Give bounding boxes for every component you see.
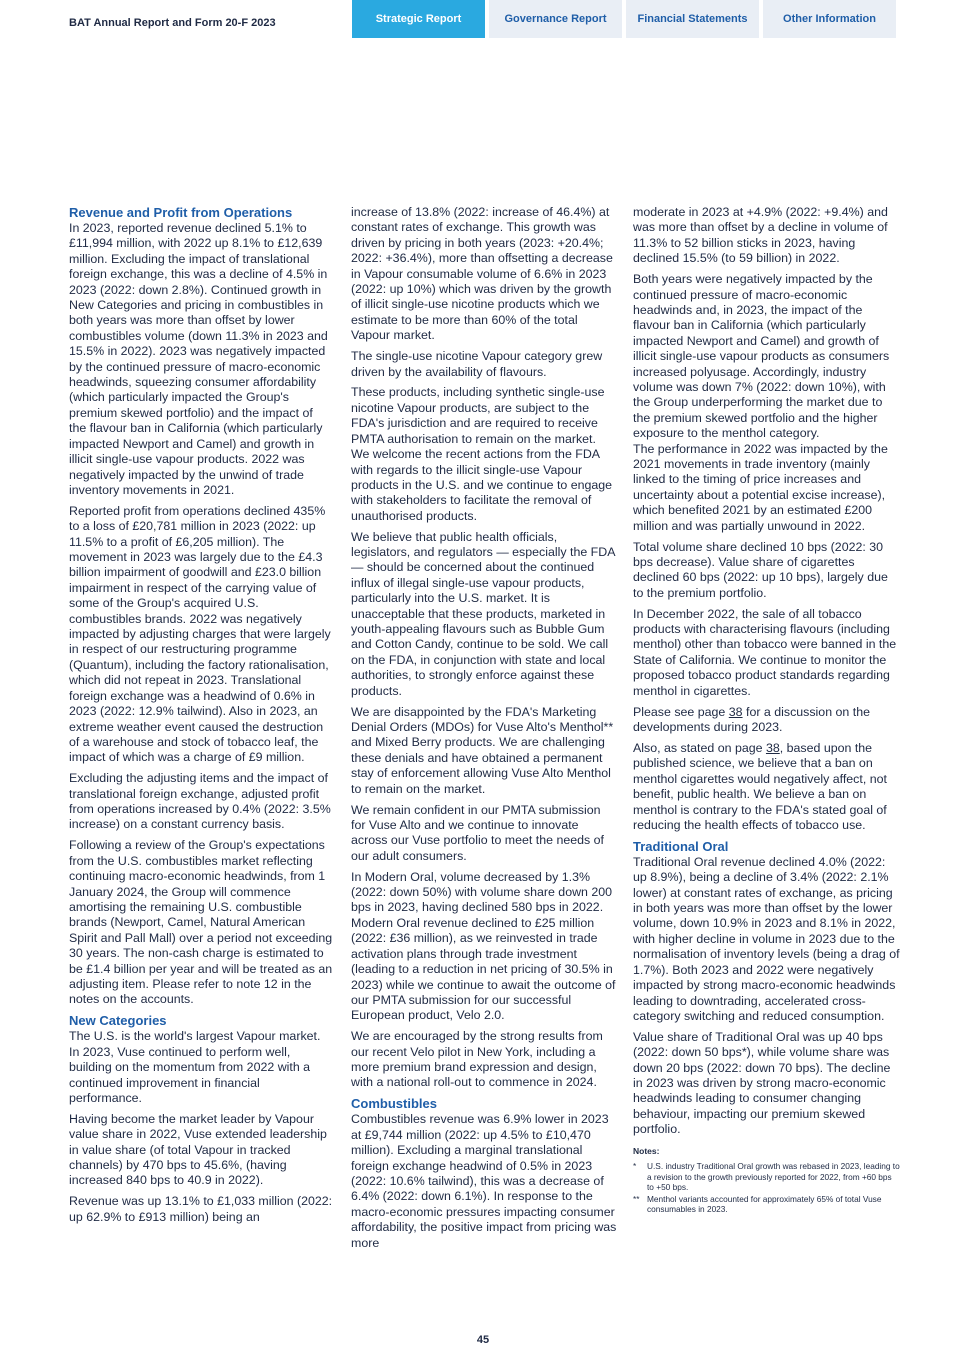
paragraph: Following a review of the Group's expectations from the U.S. combustibles market reflecting continuing macro-economic headwinds, from 1 January 2024, the Group will commence amortising the remaining U.S. combustible brands (Newport, Camel, Natural American Spirit and Pall Mall) over a period not exceeding 30 years. The non-cash charge is estimated to be £1.4 billion per year and will be treated as an adjusting item. Please refer to note 12 in the notes on the accounts. [69, 838, 333, 1007]
paragraph: The single-use nicotine Vapour category grew driven by the availability of flavours. [351, 349, 603, 379]
paragraph: Both years were negatively impacted by the continued pressure of macro-economic headwinds and, in 2023, the impact of the flavour ban in California (which particularly impacted Newport and Camel) and growth of illicit single-use vapour products as consumers increased polyusage. Accordingly, industry volume was down 7% (2022: down 10%), with the Group underperforming the market due to the premium skewed portfolio and the higher exposure to the menthol category. [633, 272, 890, 441]
column-middle [351, 205, 617, 1257]
paragraph: We remain confident in our PMTA submission for Vuse Alto and we continue to innovate across our Vuse portfolio to meet the needs of our adult consumers. [351, 802, 605, 863]
tab-governance-report[interactable]: Governance Report [489, 0, 622, 38]
footnote-text: Menthol variants accounted for approximately 65% of total Vuse consumables in 2023. [647, 1193, 882, 1215]
paragraph: Value share of Traditional Oral was up 40 bps (2022: down 50 bps*), while volume share was down 20 bps (2022: down 70 bps). The decline in 2023 was driven by strong macro-economic headwinds leading to consumer changing behaviour, impacting our premium skewed portfolio. [633, 1029, 891, 1137]
heading-revenue-profit: Revenue and Profit from Operations [69, 205, 293, 220]
text: Please see page [633, 704, 729, 719]
paragraph: Having become the market leader by Vapour value share in 2022, Vuse extended leadership in value share (of total Vapour in tracked channels) by 470 bps to 45.6%, (having increased 840 bps to 40.9 in 2022). [69, 1111, 327, 1188]
footnote-mark: * [633, 1161, 637, 1172]
footnote-text: U.S. industry Traditional Oral growth was rebased in 2023, leading to a revision to the growth previously reported for 2022, from +60 bps to +50 bps. [647, 1161, 900, 1193]
footnote [633, 1161, 900, 1193]
footnote [633, 1194, 900, 1215]
heading-combustibles: Combustibles [351, 1096, 437, 1112]
paragraph: Reported profit from operations declined 435% to a loss of £20,781 million in 2023 (2022: up 11.5% to a profit of £6,205 million). The movement in 2023 was largely due to the £4.3 billion impairment of goodwill and £23.0 billion impairment in respect of the carrying value of some of the Group's acquired U.S. combustibles brands. 2022 was negatively impacted by adjusting charges that were largely in respect of our restructuring programme (Quantum), including the factory rationalisation, which did not repeat in 2023. Translational foreign exchange was a headwind of 0.6% in 2023 (2022: 12.9% tailwind). Also in 2023, an extreme weather event caused the destruction of a warehouse and stock of tobacco leaf, the impact of which was a charge of £9 million. [69, 503, 331, 765]
column-right [633, 205, 900, 1216]
paragraph: moderate in 2023 at +4.9% (2022: +9.4%) and was more than offset by a decline in volume of 11.3% to 52 billion sticks in 2023, having declined 15.5% (to 59 billion) in 2022. [633, 205, 888, 266]
page-number: 45 [476, 1334, 490, 1346]
report-title: BAT Annual Report and Form 20-F 2023 [69, 17, 276, 29]
paragraph: Combustibles revenue was 6.9% lower in 2023 at £9,744 million (2022: up 4.5% to £10,470 million). Excluding a marginal translational foreign exchange headwind of 0.5% in 2023 (2022: 10.6% tailwind), this was a decrease of 6.4% (2022: down 6.1%). In response to the macro-economic pressures impacting consumer affordability, the positive impact from pricing was more [351, 1112, 617, 1250]
paragraph: We believe that public health officials, legislators, and regulators — especially the FDA — should be concerned about the continued influx of illegal single-use vapour products, particularly into the U.S. market. It is unacceptable that these products, marketed in youth-appealing flavours such as Bubble Gum and Cotton Candy, continue to be sold. We call on the FDA, in conjunction with state and local authorities, to strongly enforce against these products. [351, 529, 615, 698]
paragraph: Excluding the adjusting items and the impact of translational foreign exchange, adjusted profit from operations increased by 0.4% (2022: 3.5% increase) on a constant currency basis. [69, 771, 331, 832]
paragraph: We are encouraged by the strong results from our recent Velo pilot in New York, including a more premium brand expression and design, with a national roll-out to commence in 2024. [351, 1029, 603, 1090]
paragraph: increase of 13.8% (2022: increase of 46.4%) at constant rates of exchange. This growth was driven by pricing in both years (2023: +20.4%; 2022: +36.4%), more than offsetting a decrease in Vapour consumable volume of 6.6% in 2023 (2022: up 10%) which was driven by the growth of illicit single-use nicotine products which we estimate to be more than 60% of the total Vapour market. [351, 205, 613, 343]
tab-financial-statements[interactable]: Financial Statements [626, 0, 759, 38]
paragraph [633, 741, 900, 833]
text: Also, as stated on page [633, 740, 766, 755]
section-tabs [352, 0, 896, 38]
paragraph: These products, including synthetic single-use nicotine Vapour products, are subject to the FDA's jurisdiction and are required to receive PMTA authorisation to remain on the market. We welcome the recent actions from the FDA with regards to the illicit single-use Vapour products in the U.S. and we continue to engage with stakeholders to facilitate the removal of unauthorised products. [351, 385, 613, 523]
paragraph [633, 705, 900, 736]
paragraph: The performance in 2022 was impacted by the 2021 movements in trade inventory (mainly linked to the timing of price increases and uncertainty about a potential excise increase), which benefited 2021 by an estimated £200 million and was partially unwound in 2022. [633, 441, 888, 533]
paragraph: Traditional Oral revenue declined 4.0% (2022: up 8.9%), being a decline of 3.4% (2022: 2.1% lower) at constant rates of exchange, as pricing in both years was more than offset by the lower volume, down 10.9% in 2023 and 8.1% in 2022, with higher decline in volume in 2023 due to the normalisation of inventory levels (being a drag of 1.7%). Both 2023 and 2022 were negatively impacted by strong macro-economic headwinds leading to downtrading, accelerated cross-category switching and reduced consumption. [633, 854, 900, 1023]
page-link-38[interactable]: 38 [728, 704, 743, 719]
notes-heading: Notes: [633, 1145, 660, 1156]
paragraph: In December 2022, the sale of all tobacco products with characterising flavours (including menthol) other than tobacco were banned in the State of California. We continue to monitor the proposed tobacco product standards regarding menthol in cigarettes. [633, 606, 897, 698]
footnote-mark: ** [633, 1193, 640, 1204]
tab-strategic-report[interactable]: Strategic Report [352, 0, 485, 38]
page-link-38[interactable]: 38 [765, 740, 780, 755]
text: for a discussion on the developments during 2023. [633, 704, 870, 734]
heading-traditional-oral: Traditional Oral [633, 838, 729, 854]
heading-new-categories: New Categories [69, 1013, 167, 1029]
paragraph: Total volume share declined 10 bps (2022: 30 bps decrease). Value share of cigarettes declined 60 bps (2022: up 10 bps), largely due to the premium portfolio. [633, 539, 888, 600]
paragraph: The U.S. is the world's largest Vapour market. In 2023, Vuse continued to perform well, building on the momentum from 2022 with a continued improvement in financial performance. [69, 1029, 321, 1105]
column-left [69, 205, 333, 1231]
tab-other-information[interactable]: Other Information [763, 0, 896, 38]
paragraph: We are disappointed by the FDA's Marketing Denial Orders (MDOs) for Vuse Alto's Menthol** and Mixed Berry products. We are challenging these denials and have obtained a permanent stay of enforcement allowing Vuse Alto Menthol to remain on the market. [351, 704, 614, 796]
text: , based upon the published science, we believe that a ban on menthol cigarettes would negatively affect, not benefit, public health. We believe a ban on menthol is contrary to the FDA's stated goal of reducing the health effects of tobacco use. [633, 740, 887, 832]
paragraph: In 2023, reported revenue declined 5.1% to £11,994 million, with 2022 up 8.1% to £12,639 million. Excluding the impact of translational foreign exchange, this was a decline of 4.5% in 2023 (2022: down 2.8%). Continued growth in New Categories and pricing in combustibles in both years was more than offset by lower combustibles volume (down 11.3% in 2023 and 15.5% in 2022). 2023 was negatively impacted by the continued pressure of macro-economic headwinds, squeezing consumer affordability (which particularly impacted the Group's premium skewed portfolio) and the impact of the flavour ban in California (which particularly impacted Newport and Camel) and growth in illicit single-use vapour products. 2022 was negatively impacted by the unwind of trade inventory movements in 2021. [69, 221, 328, 497]
paragraph: Revenue was up 13.1% to £1,033 million (2022: up 62.9% to £913 million) being an [69, 1194, 333, 1224]
paragraph: In Modern Oral, volume decreased by 1.3% (2022: down 50%) with volume share down 200 bps in 2023, having declined 580 bps in 2022. Modern Oral revenue declined to £25 million (2022: £36 million), as we reinvested in trade activation plans through trade investment (leading to a reduction in net pricing of 30.5% in 2023) while we continue to await the outcome of our PMTA submission for our successful European product, Velo 2.0. [351, 869, 616, 1023]
